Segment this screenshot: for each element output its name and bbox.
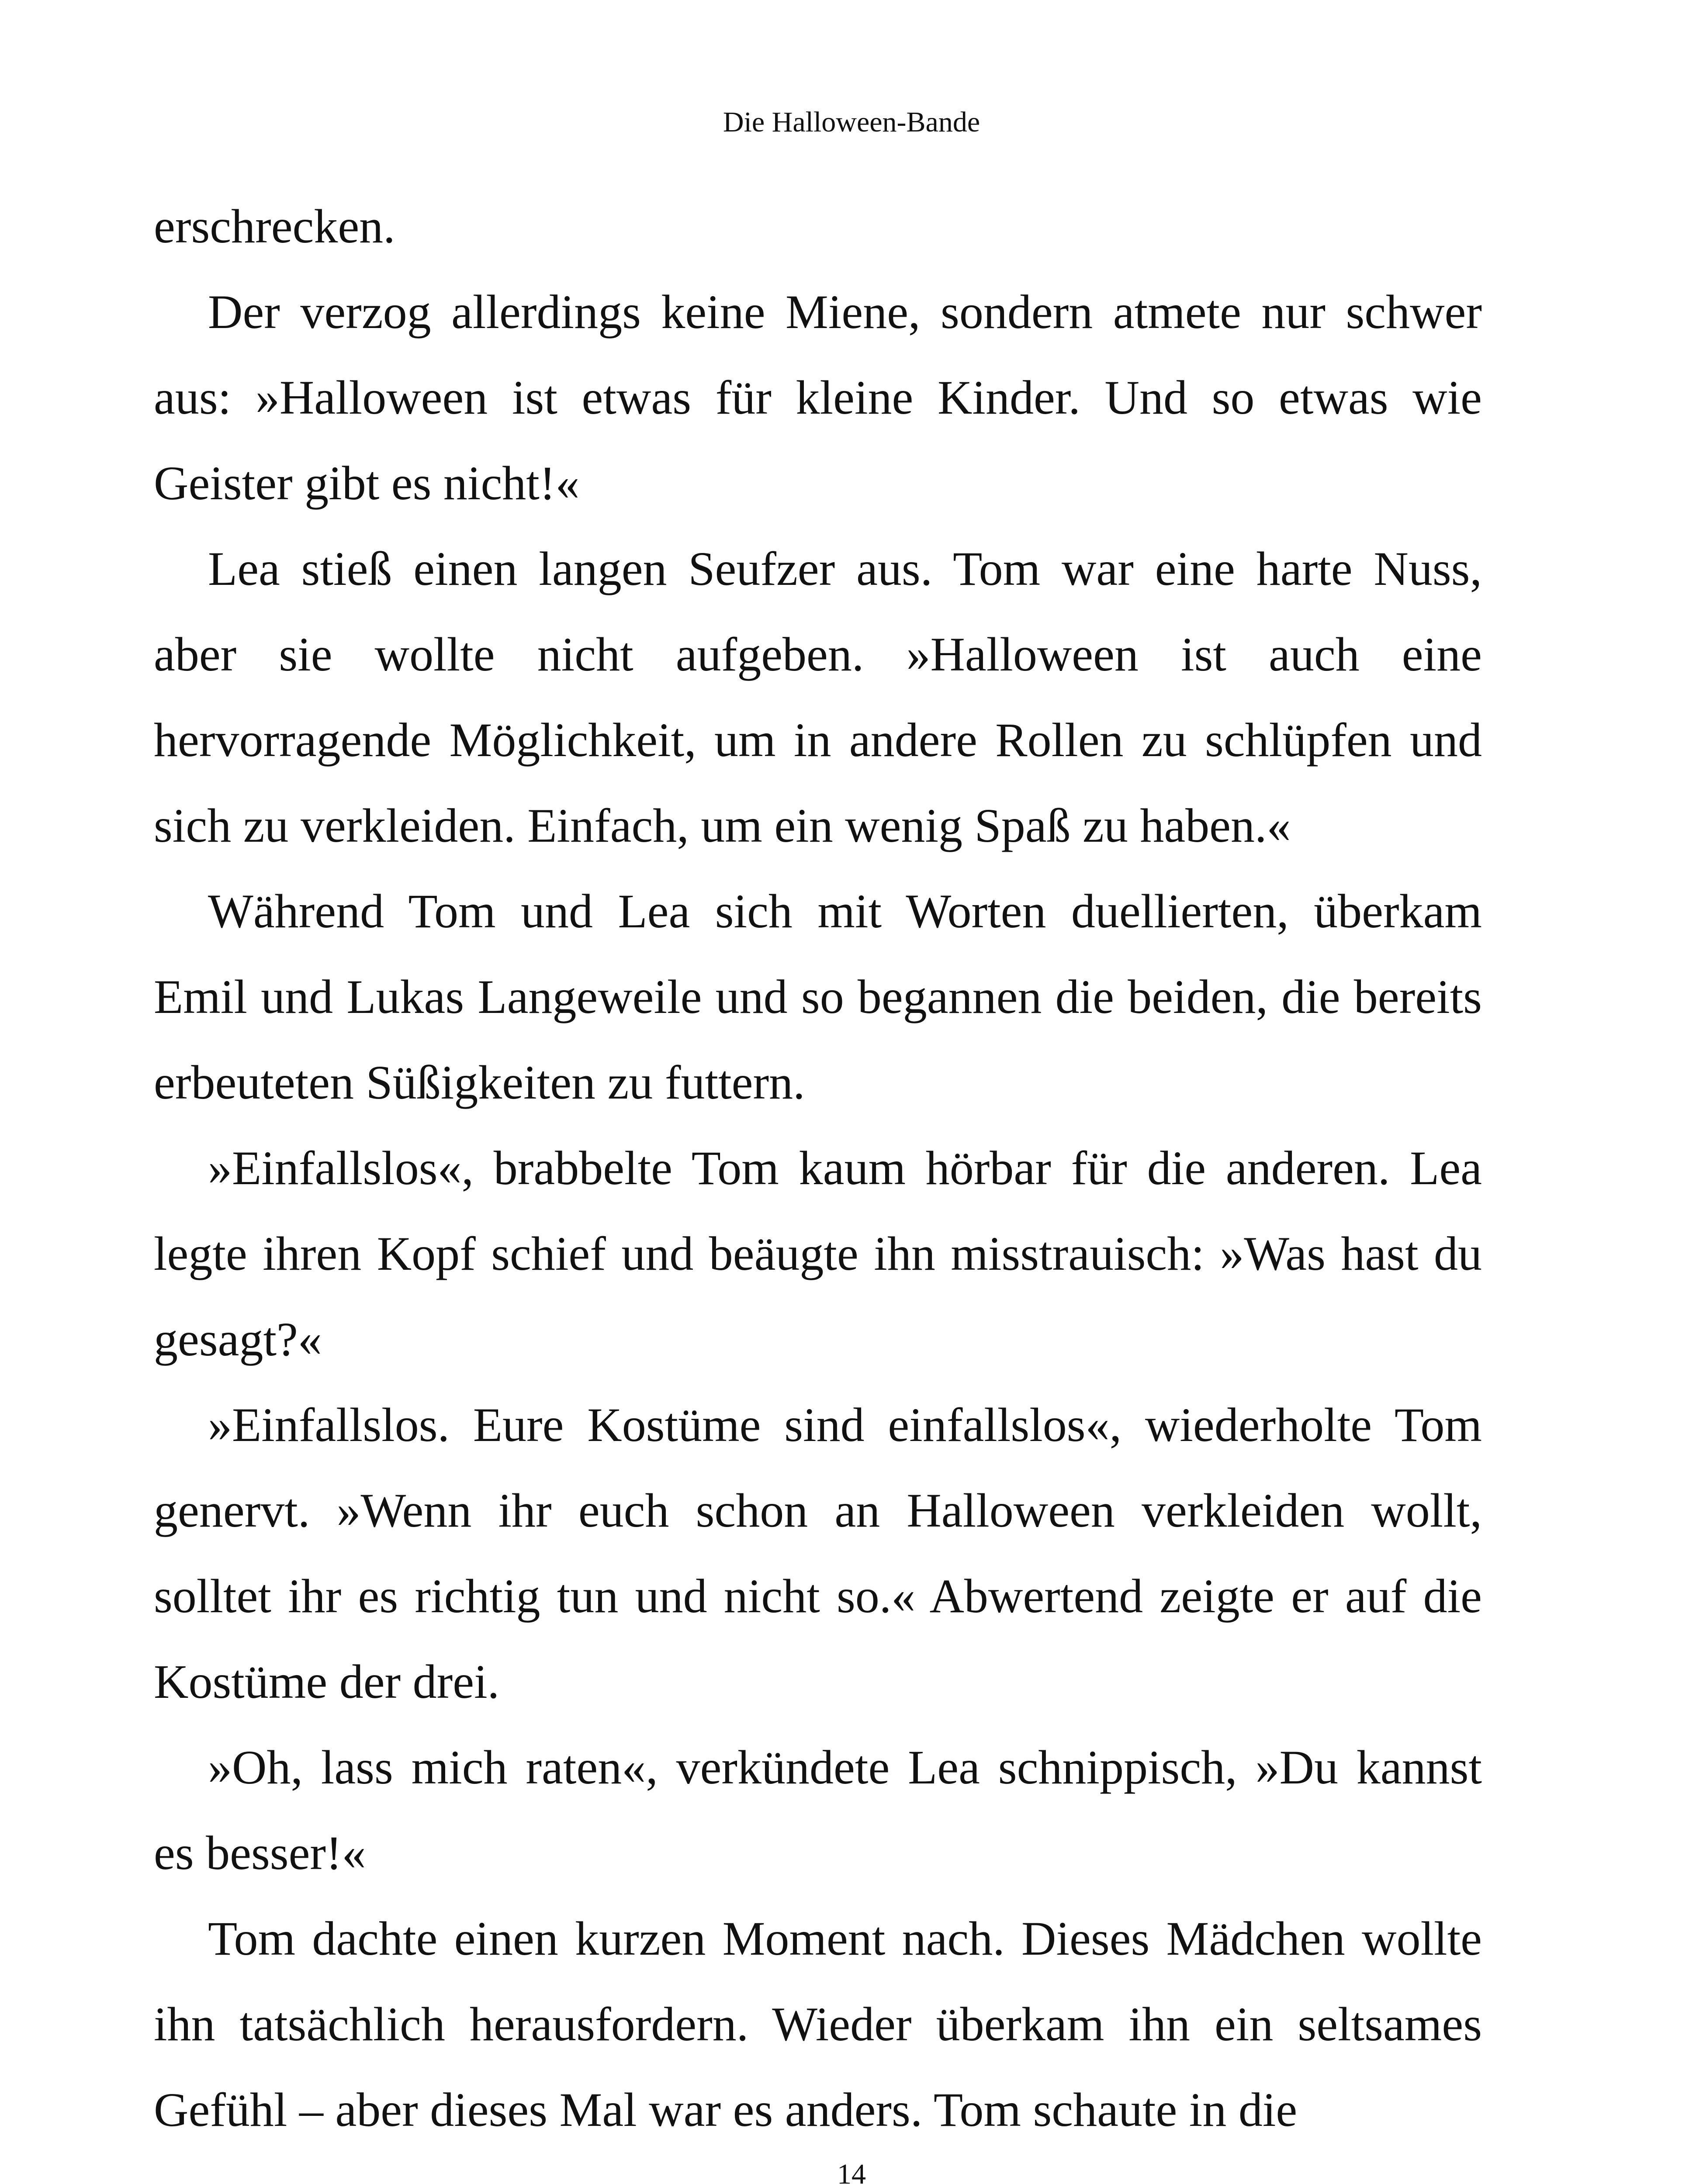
paragraph: Während Tom und Lea sich mit Worten duellierten, überkam Emil und Lukas Langeweile und so begannen die beiden, die bereits erbeuteten Süßigkeiten zu futtern. bbox=[154, 885, 1482, 1109]
paragraph: erschrecken. bbox=[154, 200, 395, 253]
running-header: Die Halloween-Bande bbox=[723, 106, 980, 138]
paragraph: »Einfallslos«, brabbelte Tom kaum hörbar für die anderen. Lea legte ihren Kopf schief und beäugte ihn misstrauisch: »Was hast du gesagt?« bbox=[154, 1141, 1482, 1366]
body-text bbox=[154, 183, 1482, 2153]
paragraph: Tom dachte einen kurzen Moment nach. Dieses Mädchen wollte ihn tatsächlich herausfordern. Wieder überkam ihn ein seltsames Gefühl – aber dieses Mal war es anders. Tom schaute in die bbox=[154, 1912, 1482, 2136]
paragraph: »Oh, lass mich raten«, verkündete Lea schnippisch, »Du kannst es besser!« bbox=[154, 1741, 1482, 1880]
page-number: 14 bbox=[837, 2158, 866, 2184]
paragraph: »Einfallslos. Eure Kostüme sind einfallslos«, wiederholte Tom genervt. »Wenn ihr euch schon an Halloween verkleiden wollt, solltet ihr es richtig tun und nicht so.« Abwertend zeigte er auf die Kostüme der drei. bbox=[154, 1398, 1482, 1708]
paragraph: Der verzog allerdings keine Miene, sondern atmete nur schwer aus: »Halloween ist etwas für kleine Kinder. Und so etwas wie Geister gibt es nicht!« bbox=[154, 285, 1482, 510]
paragraph: Lea stieß einen langen Seufzer aus. Tom war eine harte Nuss, aber sie wollte nicht aufgeben. »Halloween ist auch eine hervorragende Möglichkeit, um in andere Rollen zu schlüpfen und sich zu verkleiden. Einfach, um ein wenig Spaß zu haben.« bbox=[154, 542, 1482, 852]
